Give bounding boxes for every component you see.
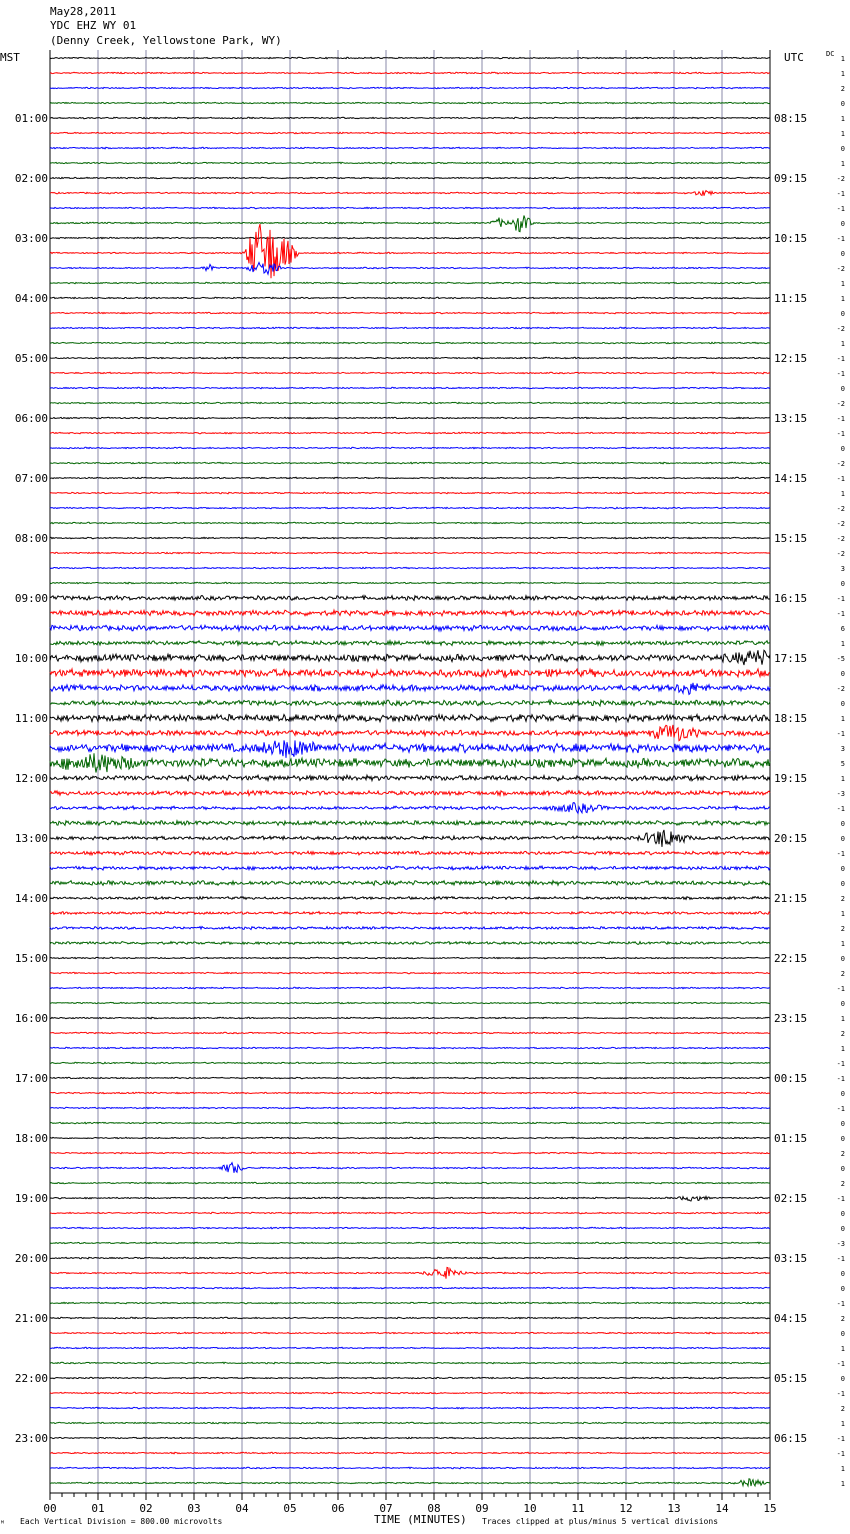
trace-line — [50, 1017, 770, 1019]
trace-line — [50, 387, 770, 389]
x-tick-label: 12 — [619, 1502, 633, 1515]
dc-offset-label: -1 — [836, 595, 845, 603]
utc-hour-label: 13:15 — [774, 412, 808, 425]
mst-hour-label: 18:00 — [14, 1132, 48, 1145]
trace-line — [50, 1032, 770, 1034]
trace-line — [50, 263, 770, 275]
trace-line — [50, 1302, 770, 1304]
dc-offset-label: 0 — [840, 100, 845, 108]
x-tick-label: 13 — [667, 1502, 681, 1515]
dc-offset-label: 0 — [840, 670, 845, 678]
utc-hour-label: 19:15 — [774, 772, 808, 785]
trace-line — [50, 372, 770, 374]
dc-offset-label: 1 — [840, 640, 845, 648]
trace-line — [50, 462, 770, 464]
utc-hour-label: 17:15 — [774, 652, 808, 665]
dc-offset-label: 0 — [840, 250, 845, 258]
dc-offset-label: 0 — [840, 1090, 845, 1098]
utc-hour-label: 00:15 — [774, 1072, 808, 1085]
x-tick-label: 01 — [91, 1502, 105, 1515]
mst-hour-label: 17:00 — [14, 1072, 48, 1085]
dc-offset-label: 0 — [840, 385, 845, 393]
dc-offset-label: 1 — [840, 115, 845, 123]
dc-offset-label: 5 — [840, 760, 845, 768]
dc-offset-label: 3 — [840, 745, 845, 753]
utc-hour-label: 18:15 — [774, 712, 808, 725]
dc-offset-label: 1 — [840, 490, 845, 498]
trace-line — [50, 216, 770, 232]
dc-offset-label: 1 — [840, 1015, 845, 1023]
dc-offset-label: 0 — [840, 1285, 845, 1293]
dc-offset-label: -1 — [836, 1390, 845, 1398]
trace-line — [50, 447, 770, 449]
dc-offset-label: -1 — [836, 1450, 845, 1458]
x-tick-label: 07 — [379, 1502, 393, 1515]
trace-line — [50, 237, 770, 239]
trace-line — [50, 1152, 770, 1153]
trace-line — [50, 1452, 770, 1454]
dc-offset-label: -1 — [836, 1105, 845, 1113]
dc-offset-label: -2 — [836, 265, 845, 273]
trace-line — [50, 297, 770, 299]
trace-line — [50, 1392, 770, 1394]
trace-line — [50, 775, 770, 781]
trace-line — [50, 957, 770, 959]
utc-hour-label: 11:15 — [774, 292, 808, 305]
dc-offset-label: 0 — [840, 1270, 845, 1278]
trace-line — [50, 1212, 770, 1214]
dc-offset-label: 1 — [840, 160, 845, 168]
mst-hour-label: 19:00 — [14, 1192, 48, 1205]
trace-line — [50, 1122, 770, 1124]
mst-hour-label: 20:00 — [14, 1252, 48, 1265]
utc-hour-label: 21:15 — [774, 892, 808, 905]
dc-offset-label: -2 — [836, 460, 845, 468]
trace-line — [50, 987, 770, 988]
trace-line — [50, 740, 770, 757]
mst-hour-label: 01:00 — [14, 112, 48, 125]
trace-line — [50, 1242, 770, 1244]
trace-line — [50, 1227, 770, 1229]
trace-line — [50, 1163, 770, 1173]
dc-offset-label: 2 — [840, 85, 845, 93]
x-tick-label: 15 — [763, 1502, 777, 1515]
trace-line — [50, 714, 770, 721]
mst-hour-label: 03:00 — [14, 232, 48, 245]
dc-offset-label: 0 — [840, 1000, 845, 1008]
dc-offset-label: 1 — [840, 280, 845, 288]
trace-line — [50, 522, 770, 524]
trace-line — [50, 803, 770, 814]
trace-line — [50, 851, 770, 855]
x-tick-label: 11 — [571, 1502, 585, 1515]
x-tick-label: 06 — [331, 1502, 345, 1515]
dc-offset-label: 2 — [840, 1030, 845, 1038]
trace-line — [50, 1077, 770, 1079]
trace-line — [50, 342, 770, 344]
dc-offset-label: 1 — [840, 1480, 845, 1488]
dc-offset-label: -1 — [836, 1060, 845, 1068]
left-timezone-label: MST — [0, 51, 20, 64]
dc-offset-label: 0 — [840, 1330, 845, 1338]
corner-mark: ᴹ — [0, 1519, 5, 1528]
trace-line — [50, 357, 770, 359]
trace-line — [50, 492, 770, 494]
trace-line — [50, 282, 770, 283]
dc-offset-label: -2 — [836, 550, 845, 558]
mst-hour-label: 21:00 — [14, 1312, 48, 1325]
trace-line — [50, 972, 770, 974]
dc-offset-label: -1 — [836, 1075, 845, 1083]
utc-hour-label: 05:15 — [774, 1372, 808, 1385]
dc-offset-label: -1 — [836, 805, 845, 813]
header-station: YDC EHZ WY 01 — [50, 19, 137, 32]
header-date: May28,2011 — [50, 5, 117, 18]
dc-offset-label: -1 — [836, 235, 845, 243]
trace-line — [50, 312, 770, 314]
utc-hour-label: 10:15 — [774, 232, 808, 245]
utc-hour-label: 08:15 — [774, 112, 808, 125]
x-tick-label: 08 — [427, 1502, 441, 1515]
x-tick-label: 14 — [715, 1502, 729, 1515]
dc-offset-label: -2 — [836, 520, 845, 528]
trace-line — [50, 1197, 770, 1202]
dc-offset-label: 1 — [840, 715, 845, 723]
dc-header-label: DC — [826, 50, 835, 58]
trace-line — [50, 942, 770, 945]
trace-line — [50, 117, 770, 119]
trace-line — [50, 477, 770, 479]
trace-line — [50, 1317, 770, 1319]
utc-hour-label: 22:15 — [774, 952, 808, 965]
x-tick-label: 05 — [283, 1502, 297, 1515]
trace-line — [50, 87, 770, 89]
mst-hour-label: 02:00 — [14, 172, 48, 185]
trace-line — [50, 641, 770, 646]
dc-offset-label: -1 — [836, 985, 845, 993]
trace-line — [50, 610, 770, 616]
dc-offset-label: -2 — [836, 175, 845, 183]
trace-line — [50, 327, 770, 329]
dc-offset-label: -1 — [836, 355, 845, 363]
x-tick-label: 04 — [235, 1502, 249, 1515]
utc-hour-label: 14:15 — [774, 472, 808, 485]
utc-hour-label: 09:15 — [774, 172, 808, 185]
dc-offset-label: 0 — [840, 700, 845, 708]
dc-offset-label: -1 — [836, 430, 845, 438]
trace-line — [50, 927, 770, 930]
dc-offset-label: 2 — [840, 1405, 845, 1413]
trace-line — [50, 552, 770, 553]
dc-offset-label: 1 — [840, 295, 845, 303]
trace-line — [50, 224, 770, 278]
dc-offset-label: -3 — [836, 790, 845, 798]
trace-line — [50, 191, 770, 196]
dc-offset-label: 0 — [840, 1210, 845, 1218]
dc-offset-label: 1 — [840, 70, 845, 78]
trace-line — [50, 1107, 770, 1109]
trace-line — [50, 1182, 770, 1184]
dc-offset-label: 1 — [840, 1465, 845, 1473]
utc-hour-label: 15:15 — [774, 532, 808, 545]
dc-offset-label: 3 — [840, 565, 845, 573]
utc-hour-label: 02:15 — [774, 1192, 808, 1205]
dc-offset-label: 1 — [840, 1345, 845, 1353]
dc-offset-label: -2 — [836, 325, 845, 333]
trace-line — [50, 1437, 770, 1439]
mst-hour-label: 16:00 — [14, 1012, 48, 1025]
dc-offset-label: -1 — [836, 1435, 845, 1443]
trace-line — [50, 912, 770, 915]
trace-line — [50, 753, 770, 772]
trace-line — [50, 1377, 770, 1379]
mst-hour-label: 07:00 — [14, 472, 48, 485]
mst-hour-label: 12:00 — [14, 772, 48, 785]
dc-offset-label: 2 — [840, 1180, 845, 1188]
trace-line — [50, 725, 770, 741]
dc-offset-label: 1 — [840, 910, 845, 918]
dc-offset-label: -2 — [836, 685, 845, 693]
trace-line — [50, 1467, 770, 1469]
dc-offset-label: -1 — [836, 610, 845, 618]
trace-line — [50, 147, 770, 149]
dc-offset-label: -1 — [836, 850, 845, 858]
dc-offset-label: -1 — [836, 1195, 845, 1203]
dc-offset-label: 1 — [840, 775, 845, 783]
utc-hour-label: 04:15 — [774, 1312, 808, 1325]
dc-offset-label: 2 — [840, 925, 845, 933]
dc-offset-label: 0 — [840, 880, 845, 888]
dc-offset-label: 0 — [840, 145, 845, 153]
mst-hour-label: 10:00 — [14, 652, 48, 665]
dc-offset-label: 2 — [840, 1315, 845, 1323]
trace-line — [50, 821, 770, 826]
dc-offset-label: 0 — [840, 580, 845, 588]
trace-line — [50, 1137, 770, 1139]
mst-hour-label: 15:00 — [14, 952, 48, 965]
dc-offset-label: 0 — [840, 955, 845, 963]
utc-hour-label: 23:15 — [774, 1012, 808, 1025]
dc-offset-label: 0 — [840, 445, 845, 453]
trace-line — [50, 596, 770, 601]
trace-line — [50, 417, 770, 419]
trace-line — [50, 1257, 770, 1259]
dc-offset-label: 1 — [840, 55, 845, 63]
trace-line — [50, 1362, 770, 1364]
trace-line — [50, 582, 770, 584]
trace-line — [50, 830, 770, 847]
dc-offset-label: 2 — [840, 1150, 845, 1158]
dc-offset-label: -1 — [836, 370, 845, 378]
dc-offset-label: -1 — [836, 190, 845, 198]
trace-line — [50, 1002, 770, 1004]
utc-hour-label: 12:15 — [774, 352, 808, 365]
x-tick-label: 09 — [475, 1502, 489, 1515]
dc-offset-label: 6 — [840, 625, 845, 633]
trace-line — [50, 402, 770, 404]
trace-line — [50, 207, 770, 209]
dc-offset-label: 0 — [840, 1120, 845, 1128]
dc-offset-label: -1 — [836, 475, 845, 483]
dc-offset-label: -2 — [836, 535, 845, 543]
trace-line — [50, 881, 770, 886]
mst-hour-label: 08:00 — [14, 532, 48, 545]
trace-line — [50, 1479, 770, 1486]
right-timezone-label: UTC — [784, 51, 804, 64]
mst-hour-label: 05:00 — [14, 352, 48, 365]
utc-hour-label: 20:15 — [774, 832, 808, 845]
mst-hour-label: 14:00 — [14, 892, 48, 905]
trace-line — [50, 1332, 770, 1334]
dc-offset-label: -3 — [836, 1240, 845, 1248]
mst-hour-label: 09:00 — [14, 592, 48, 605]
dc-offset-label: 1 — [840, 1045, 845, 1053]
x-tick-label: 02 — [139, 1502, 153, 1515]
trace-line — [50, 700, 770, 706]
utc-hour-label: 06:15 — [774, 1432, 808, 1445]
dc-offset-label: -1 — [836, 730, 845, 738]
dc-offset-label: -1 — [836, 205, 845, 213]
mst-hour-label: 11:00 — [14, 712, 48, 725]
trace-line — [50, 897, 770, 900]
trace-line — [50, 432, 770, 434]
trace-line — [50, 567, 770, 569]
trace-line — [50, 132, 770, 134]
trace-line — [50, 102, 770, 104]
x-tick-label: 00 — [43, 1502, 57, 1515]
dc-offset-label: 0 — [840, 835, 845, 843]
mst-hour-label: 23:00 — [14, 1432, 48, 1445]
trace-line — [50, 1092, 770, 1094]
trace-line — [50, 72, 770, 74]
dc-offset-label: 1 — [840, 940, 845, 948]
trace-line — [50, 1347, 770, 1349]
mst-hour-label: 06:00 — [14, 412, 48, 425]
mst-hour-label: 13:00 — [14, 832, 48, 845]
dc-offset-label: 0 — [840, 820, 845, 828]
dc-offset-label: -1 — [836, 1360, 845, 1368]
dc-offset-label: -2 — [836, 400, 845, 408]
utc-hour-label: 16:15 — [774, 592, 808, 605]
trace-line — [50, 1422, 770, 1423]
dc-offset-label: 0 — [840, 1375, 845, 1383]
dc-offset-label: -2 — [836, 505, 845, 513]
dc-offset-label: 2 — [840, 970, 845, 978]
dc-offset-label: 0 — [840, 1225, 845, 1233]
dc-offset-label: 0 — [840, 310, 845, 318]
trace-line — [50, 791, 770, 796]
trace-line — [50, 1047, 770, 1048]
dc-offset-label: 0 — [840, 1135, 845, 1143]
trace-line — [50, 1062, 770, 1064]
dc-offset-label: 0 — [840, 220, 845, 228]
dc-offset-label: 0 — [840, 1165, 845, 1173]
trace-line — [50, 683, 770, 695]
scale-note: Each Vertical Division = 800.00 microvolts — [20, 1517, 223, 1526]
utc-hour-label: 03:15 — [774, 1252, 808, 1265]
dc-offset-label: 1 — [840, 130, 845, 138]
trace-line — [50, 650, 770, 665]
trace-line — [50, 866, 770, 870]
trace-line — [50, 537, 770, 539]
trace-line — [50, 669, 770, 678]
dc-offset-label: 0 — [840, 865, 845, 873]
x-tick-label: 03 — [187, 1502, 201, 1515]
dc-offset-label: 1 — [840, 1420, 845, 1428]
dc-offset-label: 2 — [840, 895, 845, 903]
trace-line — [50, 625, 770, 631]
trace-line — [50, 57, 770, 58]
trace-line — [50, 1267, 770, 1278]
x-tick-label: 10 — [523, 1502, 537, 1515]
utc-hour-label: 01:15 — [774, 1132, 808, 1145]
mst-hour-label: 22:00 — [14, 1372, 48, 1385]
trace-line — [50, 1407, 770, 1409]
dc-offset-label: -5 — [836, 655, 845, 663]
dc-offset-label: -1 — [836, 415, 845, 423]
dc-offset-label: -1 — [836, 1300, 845, 1308]
trace-line — [50, 1287, 770, 1289]
x-axis-title: TIME (MINUTES) — [374, 1513, 467, 1526]
header-location: (Denny Creek, Yellowstone Park, WY) — [50, 34, 282, 47]
dc-offset-label: -1 — [836, 1255, 845, 1263]
trace-line — [50, 507, 770, 509]
trace-line — [50, 177, 770, 178]
dc-offset-label: 1 — [840, 340, 845, 348]
trace-line — [50, 162, 770, 164]
mst-hour-label: 04:00 — [14, 292, 48, 305]
clip-note: Traces clipped at plus/minus 5 vertical divisions — [482, 1517, 719, 1526]
